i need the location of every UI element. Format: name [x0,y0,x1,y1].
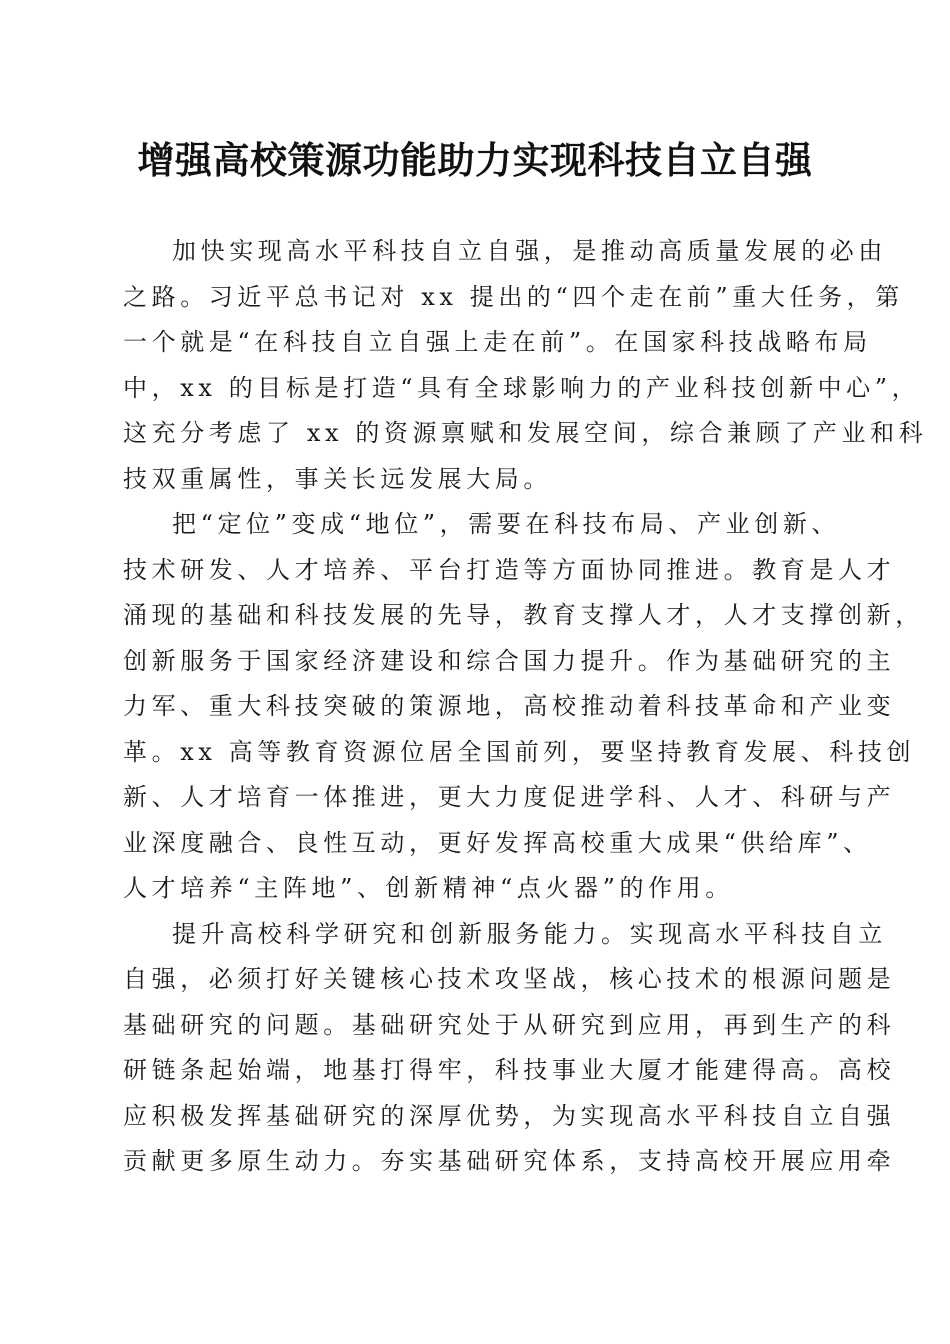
text-line: 应积极发挥基础研究的深厚优势，为实现高水平科技自立自强 [123,1101,896,1130]
document-body [123,229,928,1185]
text-line: 中，xx 的目标是打造“具有全球影响力的产业科技创新中心”， [123,373,921,402]
text-line: 提升高校科学研究和创新服务能力。实现高水平科技自立 [172,919,887,948]
text-line: 这充分考虑了 xx 的资源禀赋和发展空间，综合兼顾了产业和科 [123,419,928,447]
text-line: 研链条起始端，地基打得牢，科技事业大厦才能建得高。高校 [123,1056,896,1084]
text-line: 创新服务于国家经济建设和综合国力提升。作为基础研究的主 [123,646,896,675]
text-line: 技术研发、人才培养、平台打造等方面协同推进。教育是人才 [123,555,896,584]
text-line: 基础研究的问题。基础研究处于从研究到应用，再到生产的科 [123,1010,896,1039]
text-line: 涌现的基础和科技发展的先导，教育支撑人才，人才支撑创新， [123,601,924,629]
text-line: 新、人才培育一体推进，更大力度促进学科、人才、科研与产 [123,783,896,811]
text-line: 加快实现高水平科技自立自强，是推动高质量发展的必由 [172,237,887,265]
text-line: 业深度融合、良性互动，更好发挥高校重大成果“供给库”、 [123,828,872,857]
text-line: 力军、重大科技突破的策源地，高校推动着科技革命和产业变 [123,692,896,720]
text-line: 革。xx 高等教育资源位居全国前列，要坚持教育发展、科技创 [123,737,916,766]
document-title: 增强高校策源功能助力实现科技自立自强 [137,138,813,182]
text-line: 之路。习近平总书记对 xx 提出的“四个走在前”重大任务，第 [123,282,904,311]
paragraph-2 [123,502,924,912]
text-line: 技双重属性，事关长远发展大局。 [123,464,552,493]
text-line: 把“定位”变成“地位”，需要在科技布局、产业创新、 [172,510,841,538]
paragraph-1 [123,229,928,502]
text-line: 贡献更多原生动力。夯实基础研究体系，支持高校开展应用牵 [123,1147,896,1175]
text-line: 自强，必须打好关键核心技术攻坚战，核心技术的根源问题是 [123,965,896,993]
text-line: 一个就是“在科技自立自强上走在前”。在国家科技战略布局 [123,328,872,356]
text-line: 人才培养“主阵地”、创新精神“点火器”的作用。 [123,874,734,902]
paragraph-3 [123,912,896,1185]
